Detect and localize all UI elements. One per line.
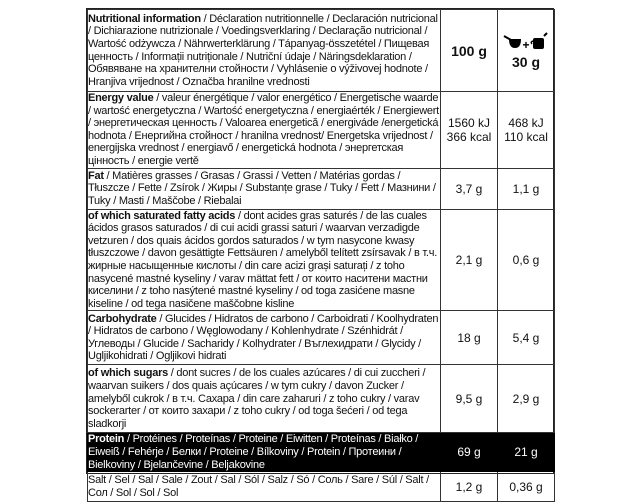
saturated-name: of which saturated fatty acids: [88, 209, 236, 222]
energy-100g: [441, 92, 498, 169]
carbohydrate-30g: 5,4 g: [498, 311, 555, 365]
saturated-100g: 2,1 g: [441, 209, 498, 311]
energy-30g-kcal: 110 kcal: [504, 129, 548, 144]
energy-30g-kj: 468 kJ: [508, 115, 544, 130]
saturated-text: / dont acides gras saturés / de las cuales ácidos grasos saturados / di cui acidi grassi saturi / waarvan verzadigde vetzuren / dos quais ácidos gordos saturados / w tym nasycone kwasy tłuszczowe / davon gesättigte Fettsäuren / amelyből telített zsírsavak / в т.ч. жирные насыщенные кислоты / din care acizi grași saturați / z toho nasycené mastné kyseliny / varav mättat fett / от които наситени мастни киселини / z toho nasýtené mastné kyseliny / od toga zasićene masne kiseline / od tega nasičene maščobne kisline: [88, 209, 438, 310]
col-100g-label: 100 g: [451, 42, 487, 59]
header-col-100g: [441, 10, 498, 92]
energy-description: [88, 92, 441, 169]
carbohydrate-description: [88, 311, 441, 365]
fat-description: [88, 168, 441, 209]
svg-text:+: +: [522, 37, 530, 52]
row-protein: [88, 433, 555, 472]
sugars-30g: 2,9 g: [498, 365, 555, 433]
row-energy: [88, 92, 555, 169]
energy-30g: [498, 92, 555, 169]
row-carbohydrate: [88, 311, 555, 365]
carbohydrate-100g: 18 g: [441, 311, 498, 365]
protein-name: Protein: [88, 433, 125, 446]
saturated-description: [88, 209, 441, 311]
salt-100g: 1,2 g: [441, 472, 498, 502]
nutrition-table: [87, 9, 555, 502]
fat-100g: 3,7 g: [441, 168, 498, 209]
scoop-plus-liquid-icon: [503, 32, 549, 54]
energy-name: Energy value: [88, 92, 154, 104]
fat-name: Fat: [88, 169, 104, 182]
row-salt: [88, 472, 555, 502]
salt-30g: 0,36 g: [498, 472, 555, 502]
salt-description: Salt / Sel / Sal / Sale / Zout / Sal / Sól / Salz / Só / Соль / Sare / Súl / Salt / Сол / Sol / Sol / Sol: [88, 472, 441, 502]
carbohydrate-name: Carbohydrate: [88, 312, 157, 325]
energy-100g-kj: 1560 kJ: [447, 115, 491, 130]
row-fat: [88, 168, 555, 209]
energy-100g-kcal: 366 kcal: [446, 129, 492, 144]
protein-30g: 21 g: [498, 433, 555, 472]
header-title: Nutritional information: [88, 12, 201, 25]
fat-30g: 1,1 g: [498, 168, 555, 209]
header-description: [88, 10, 441, 92]
col-30g-label: 30 g: [511, 53, 540, 70]
protein-100g: 69 g: [441, 433, 498, 472]
carbohydrate-text: / Glucides / Hidratos de carbono / Carboidrati / Koolhydraten / Hidratos de carbono / Węglowodany / Kohlenhydrate / Szénhidrát / Углеводы / Glucide / Sacharidy / Kolhydrater / Въглехидрати / Glycidy / Ugljikohidrati / Ogljikovi hidrati: [88, 312, 439, 363]
sugars-text: / dont sucres / de los cuales azúcares / di cui zuccheri / waarvan suikers / dos quais açúcares / w tym cukry / davon Zucker / amelyből cukrok / в т.ч. Сахара / din care zaharuri / z toho cukry / varav sockerarter / от които захари / z toho cukry / od toga šećeri / od tega sladkorji: [88, 367, 426, 430]
nutrition-label: [86, 8, 554, 499]
protein-text: / Protéines / Proteínas / Proteine / Eiwitten / Proteínas / Białko / Eiweiß / Fehérje / Белки / Proteine / Bílkoviny / Protein / Протеини / Bielkoviny / Bjelančevine / Beljakovine: [88, 433, 419, 471]
sugars-100g: 9,5 g: [441, 365, 498, 433]
row-saturated: [88, 209, 555, 311]
header-text: / Déclaration nutritionnelle / Declaración nutricional / Dichiarazione nutrizionale / Voedingsverklaring / Declaração nutricional / Wartość odżywcza / Nährwerterklärung / Tápanyag-összetétel / Пищевая ценность / Informații nutriționale / Nutriční údaje / Näringsdeklaration / Обявяване на хранителни стойности / Vyhlásenie o výživovej hodnote / Hranjiva vrijednost / Označba hranilne vrednosti: [88, 12, 438, 88]
energy-text: / valeur énergétique / valor energético / Energetische waarde / wartość energetyczna / Wartość energetyczna / energiaérték / Energiewert / энергетическая ценность / Valoarea energetică / energiváde /energetická hodnota / Енергийна стойност / hranilna vrednost/ Energetska vrijednost / energijska vrednost / energiavő / energetická hodnota / энергетская цінность / energie vertě: [88, 92, 439, 167]
sugars-description: [88, 365, 441, 433]
row-sugars: [88, 365, 555, 433]
protein-description: [88, 433, 441, 472]
sugars-name: of which sugars: [88, 367, 168, 380]
fat-text: / Matières grasses / Grasas / Grassi / Vetten / Matérias gordas / Tłuszcze / Fette / Zsírok / Жиры / Substanțe grase / Tuky / Fett / Мазнини / Tuky / Masti / Maščobe / Riebalai: [88, 169, 436, 207]
header-row: [88, 10, 555, 92]
saturated-30g: 0,6 g: [498, 209, 555, 311]
header-col-30g: [498, 10, 555, 92]
